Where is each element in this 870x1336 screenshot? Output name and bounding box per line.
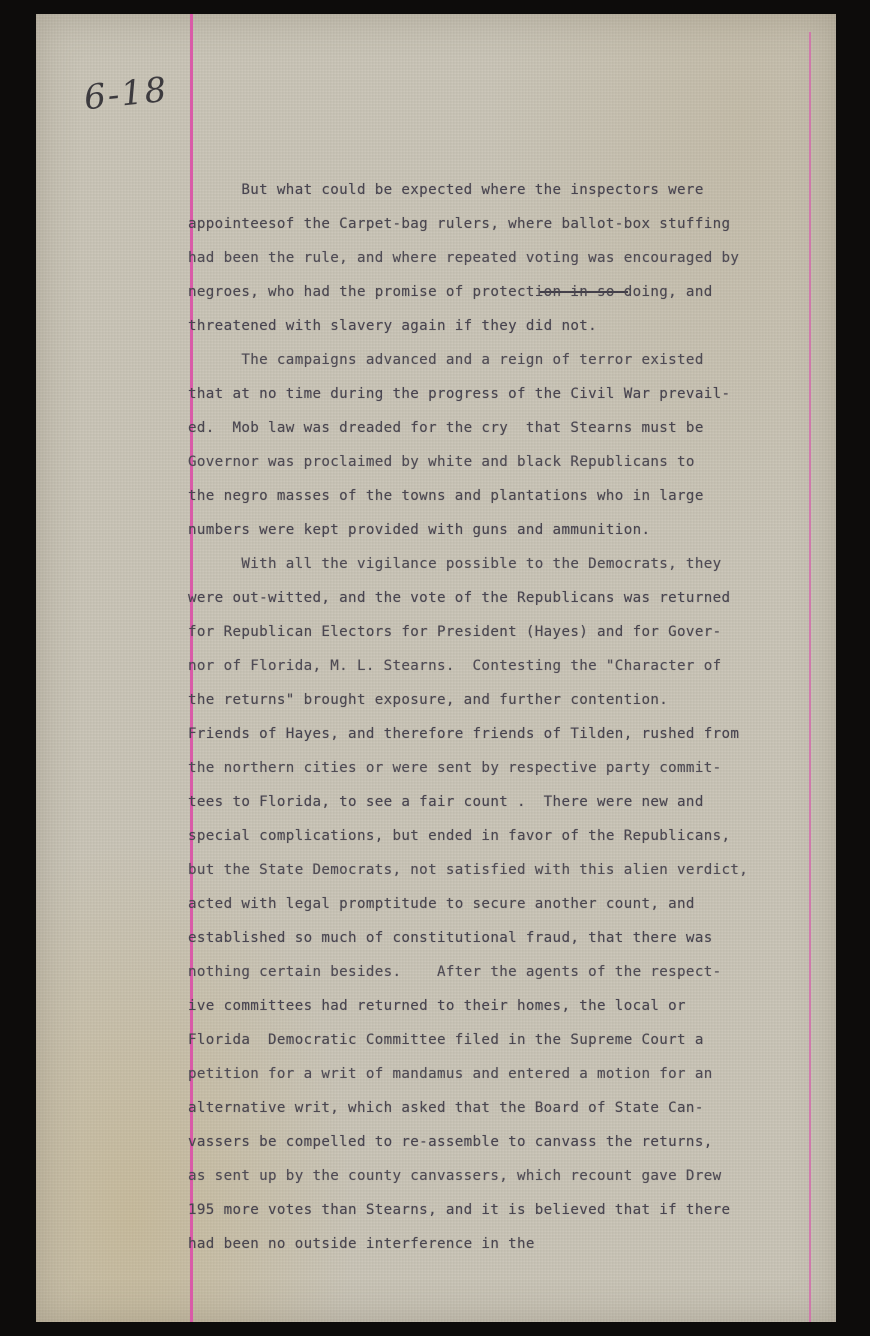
text-line: nor of Florida, M. L. Stearns. Contesting the "Character of	[188, 658, 722, 674]
text-line: With all the vigilance possible to the Democrats, they	[188, 556, 722, 572]
document-page	[36, 14, 836, 1322]
text-line: The campaigns advanced and a reign of terror existed	[188, 352, 704, 368]
handwritten-page-number: 6-18	[82, 69, 171, 119]
text-line: 195 more votes than Stearns, and it is believed that if there	[188, 1202, 731, 1218]
text-line: as sent up by the county canvassers, which recount gave Drew	[188, 1168, 722, 1184]
text-line: ive committees had returned to their homes, the local or	[188, 998, 686, 1014]
text-line: the returns" brought exposure, and further contention.	[188, 692, 669, 708]
text-line: but the State Democrats, not satisfied with this alien verdict,	[188, 862, 749, 878]
text-line: But what could be expected where the inspectors were	[188, 182, 704, 198]
text-line: appointeesof the Carpet-bag rulers, where ballot-box stuffing	[188, 216, 731, 232]
typed-text-body	[188, 173, 828, 1261]
text-line: petition for a writ of mandamus and entered a motion for an	[188, 1066, 713, 1082]
text-line: established so much of constitutional fraud, that there was	[188, 930, 713, 946]
text-line: tees to Florida, to see a fair count . There were new and	[188, 794, 704, 810]
text-line: that at no time during the progress of the Civil War prevail-	[188, 386, 731, 402]
text-line: had been no outside interference in the	[188, 1236, 535, 1252]
text-line: the negro masses of the towns and plantations who in large	[188, 488, 704, 504]
text-line: for Republican Electors for President (Hayes) and for Gover-	[188, 624, 722, 640]
text-line: were out-witted, and the vote of the Republicans was returned	[188, 590, 731, 606]
text-line: vassers be compelled to re-assemble to canvass the returns,	[188, 1134, 713, 1150]
text-line: special complications, but ended in favor of the Republicans,	[188, 828, 731, 844]
text-line: numbers were kept provided with guns and ammunition.	[188, 522, 651, 538]
text-line: alternative writ, which asked that the Board of State Can-	[188, 1100, 704, 1116]
text-line: threatened with slavery again if they did not.	[188, 318, 598, 334]
text-line: the northern cities or were sent by respective party commit-	[188, 760, 722, 776]
text-line: nothing certain besides. After the agents of the respect-	[188, 964, 722, 980]
text-line: acted with legal promptitude to secure another count, and	[188, 896, 695, 912]
text-line: ed. Mob law was dreaded for the cry that Stearns must be	[188, 420, 704, 436]
text-line: had been the rule, and where repeated voting was encouraged by	[188, 250, 740, 266]
text-line: Florida Democratic Committee filed in the Supreme Court a	[188, 1032, 704, 1048]
text-line: Governor was proclaimed by white and black Republicans to	[188, 454, 695, 470]
text-line: Friends of Hayes, and therefore friends of Tilden, rushed from	[188, 726, 740, 742]
text-line: negroes, who had the promise of protection in so doing, and	[188, 284, 713, 300]
